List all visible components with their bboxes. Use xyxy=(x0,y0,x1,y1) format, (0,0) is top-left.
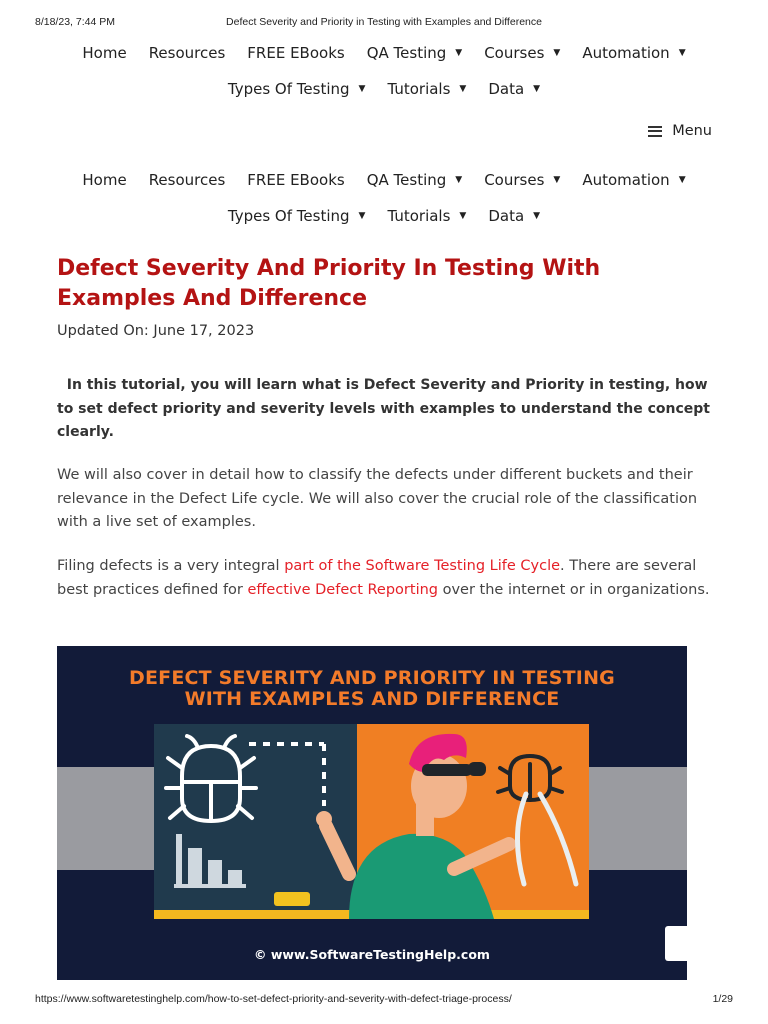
menu-label: Menu xyxy=(672,123,712,139)
nav-item-resources[interactable]: Resources xyxy=(148,44,226,62)
nav-item-types-of-testing[interactable]: Types Of Testing ▼ xyxy=(227,80,366,98)
body-paragraph: We will also cover in detail how to classify the defects under different buckets and their relevance in the Defect Life cycle. We will also cover the crucial role of the classification with a live set of examples. xyxy=(57,467,698,530)
print-page-title: Defect Severity and Priority in Testing with Examples and Difference xyxy=(226,16,542,28)
nav-item-types-of-testing[interactable]: Types Of Testing ▼ xyxy=(227,207,366,225)
nav-item-home[interactable]: Home xyxy=(82,44,127,62)
nav-item-qa-testing[interactable]: QA Testing ▼ xyxy=(366,171,463,189)
hamburger-icon xyxy=(648,126,662,137)
sponge-icon xyxy=(274,892,310,906)
nav-item-courses[interactable]: Courses ▼ xyxy=(484,44,561,62)
article-title: Defect Severity And Priority In Testing With Examples And Difference xyxy=(57,256,601,311)
caret-down-icon: ▼ xyxy=(533,211,541,221)
intro-paragraph: In this tutorial, you will learn what is Defect Severity and Priority in testing, how to set defect priority and severity levels with examples to understand the concept clearly. xyxy=(57,377,711,440)
nav-item-resources[interactable]: Resources xyxy=(148,171,226,189)
caret-down-icon: ▼ xyxy=(455,48,463,58)
nav-item-automation[interactable]: Automation ▼ xyxy=(582,44,686,62)
nav-row xyxy=(0,71,768,107)
nav-item-qa-testing[interactable]: QA Testing ▼ xyxy=(366,44,463,62)
nav-row xyxy=(0,35,768,71)
primary-nav xyxy=(0,35,768,107)
caret-down-icon: ▼ xyxy=(455,175,463,185)
caret-down-icon: ▼ xyxy=(553,175,561,185)
hero-title: DEFECT SEVERITY AND PRIORITY IN TESTING WITH EXAMPLES AND DIFFERENCE xyxy=(129,667,615,710)
caret-down-icon: ▼ xyxy=(459,84,467,94)
secondary-nav xyxy=(0,162,768,234)
nav-row xyxy=(0,198,768,234)
hero-copyright: © www.SoftwareTestingHelp.com xyxy=(254,947,490,962)
nav-item-home[interactable]: Home xyxy=(82,171,127,189)
nav-item-tutorials[interactable]: Tutorials ▼ xyxy=(387,207,467,225)
nav-item-automation[interactable]: Automation ▼ xyxy=(582,171,686,189)
caret-down-icon: ▼ xyxy=(358,211,366,221)
caret-down-icon: ▼ xyxy=(533,84,541,94)
caret-down-icon: ▼ xyxy=(358,84,366,94)
print-date: 8/18/23, 7:44 PM xyxy=(35,16,115,28)
caret-down-icon: ▼ xyxy=(678,175,686,185)
body-paragraph: Filing defects is a very integral part of the Software Testing Life Cycle. There are several best practices defined for effective Defect Reporting over the internet or in organizations. xyxy=(57,558,710,598)
print-header xyxy=(0,16,768,30)
caret-down-icon: ▼ xyxy=(678,48,686,58)
page-number: 1/29 xyxy=(712,993,733,1005)
nav-item-courses[interactable]: Courses ▼ xyxy=(484,171,561,189)
print-footer xyxy=(0,993,768,1007)
updated-date: Updated On: June 17, 2023 xyxy=(57,323,255,339)
hero-illustration xyxy=(154,724,589,919)
nav-item-data[interactable]: Data ▼ xyxy=(488,80,541,98)
hero-image xyxy=(57,646,687,980)
stlc-link[interactable]: part of the Software Testing Life Cycle xyxy=(284,558,561,574)
hero-side-tab xyxy=(665,926,687,961)
print-url: https://www.softwaretestinghelp.com/how-to-set-defect-priority-and-severity-with-defect-triage-process/ xyxy=(35,993,512,1005)
nav-item-tutorials[interactable]: Tutorials ▼ xyxy=(387,80,467,98)
caret-down-icon: ▼ xyxy=(553,48,561,58)
menu-toggle-button[interactable] xyxy=(648,123,712,139)
nav-item-free-ebooks[interactable]: FREE EBooks xyxy=(247,171,345,189)
nav-item-free-ebooks[interactable]: FREE EBooks xyxy=(247,44,345,62)
nav-item-data[interactable]: Data ▼ xyxy=(488,207,541,225)
nav-row xyxy=(0,162,768,198)
defect-reporting-link[interactable]: effective Defect Reporting xyxy=(247,581,438,598)
caret-down-icon: ▼ xyxy=(459,211,467,221)
